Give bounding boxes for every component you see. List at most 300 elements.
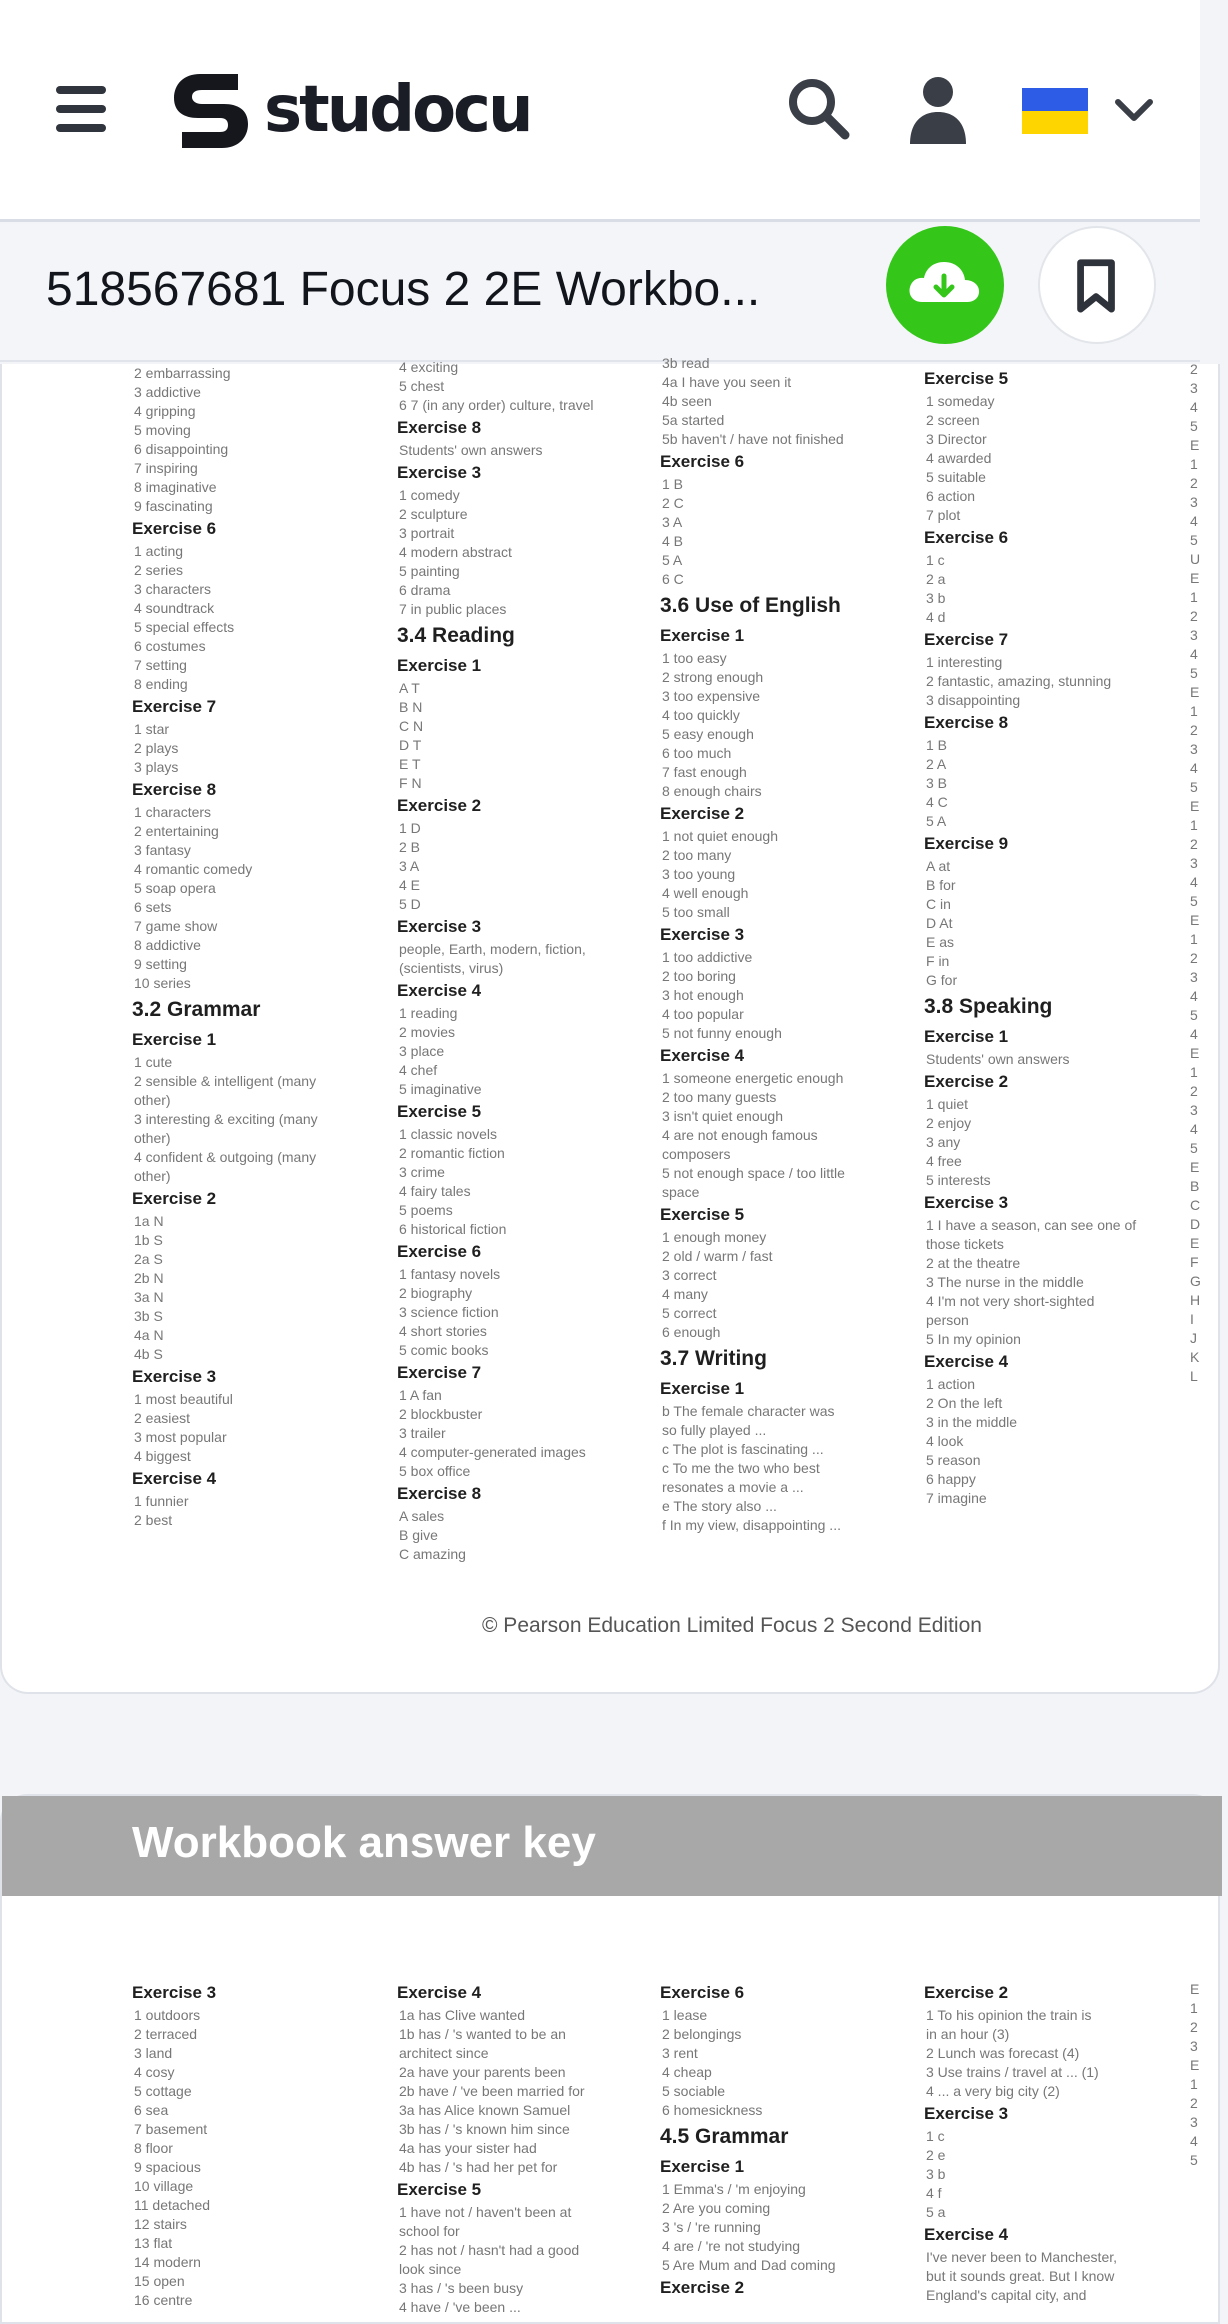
answer-line: 7 plot: [926, 507, 961, 523]
answer-line: 14 modern: [134, 2254, 201, 2270]
answer-line: 5 A: [926, 813, 947, 829]
answer-line: 5b haven't / have not finished: [662, 431, 844, 447]
exercise-heading: Exercise 5: [397, 1102, 482, 1121]
answer-line: 4b S: [134, 1346, 163, 1362]
exercise-heading: Exercise 1: [132, 1030, 217, 1049]
answer-line: B: [1190, 1178, 1200, 1194]
answer-line: 4 look: [926, 1433, 964, 1449]
answer-line: 4 biggest: [134, 1448, 191, 1464]
answer-line: 4 gripping: [134, 403, 196, 419]
answer-line: 2 B: [399, 839, 421, 855]
answer-line: 8 addictive: [134, 937, 201, 953]
answer-line: 1: [1190, 2076, 1198, 2092]
answer-line: 4 well enough: [662, 885, 749, 901]
answer-line: 3 The nurse in the middle: [926, 1274, 1084, 1290]
exercise-heading: Exercise 5: [397, 2180, 482, 2199]
exercise-heading: Exercise 1: [660, 2157, 745, 2176]
answer-line: 3 plays: [134, 759, 179, 775]
answer-line: 5: [1190, 665, 1198, 681]
answer-line: 6 happy: [926, 1471, 976, 1487]
answer-column-1: [132, 1980, 382, 2310]
answer-line: 1 B: [926, 737, 948, 753]
answer-line: 2 Are you coming: [662, 2200, 771, 2216]
answer-line: E as: [926, 934, 955, 950]
answer-line: 5 correct: [662, 1305, 717, 1321]
answer-line: 7 game show: [134, 918, 218, 934]
answer-line: 1 interesting: [926, 654, 1003, 670]
answer-line: 4 computer-generated images: [399, 1444, 586, 1460]
answer-line: c The plot is fascinating ...: [662, 1441, 824, 1457]
exercise-heading: Exercise 4: [924, 2225, 1009, 2244]
answer-line: 1 Emma's / 'm enjoying: [662, 2181, 806, 2197]
answer-line: 8 ending: [134, 676, 188, 692]
answer-line: U: [1190, 551, 1201, 567]
answer-line: 3 too young: [662, 866, 736, 882]
exercise-heading: Exercise 6: [397, 1242, 482, 1261]
answer-line: 7 basement: [134, 2121, 208, 2137]
exercise-heading: Exercise 2: [660, 2278, 745, 2297]
answer-line: people, Earth, modern, fiction,: [399, 941, 586, 957]
bookmark-button[interactable]: [1038, 226, 1156, 344]
answer-line: 5 a: [926, 2204, 946, 2220]
answer-line: 4b has / 's had her pet for: [399, 2159, 558, 2175]
answer-line: 5 reason: [926, 1452, 981, 1468]
answer-line: H: [1190, 1292, 1201, 1308]
answer-line: 1b S: [134, 1232, 163, 1248]
answer-line: 2: [1190, 2095, 1198, 2111]
answer-line: 5 imaginative: [399, 1081, 482, 1097]
answer-column-3: [660, 1980, 910, 2301]
logo-text: studocu: [264, 73, 531, 147]
answer-line: 3a N: [134, 1289, 164, 1305]
answer-line: 3 characters: [134, 581, 212, 597]
answer-line: 4 cosy: [134, 2064, 175, 2080]
section-heading: 3.2 Grammar: [132, 998, 261, 1021]
exercise-heading: Exercise 4: [660, 1046, 745, 1065]
answer-line: 5: [1190, 1007, 1198, 1023]
exercise-heading: Exercise 6: [924, 528, 1009, 547]
answer-line: 3 Use trains / travel at ... (1): [926, 2064, 1099, 2080]
answer-column-2: [397, 358, 647, 1564]
answer-line: 3: [1190, 855, 1198, 871]
answer-line: 3: [1190, 741, 1198, 757]
answer-line: 3b S: [134, 1308, 163, 1324]
answer-line: 4 modern abstract: [399, 544, 512, 560]
answer-line: 5 box office: [399, 1463, 471, 1479]
answer-line: 13 flat: [134, 2235, 173, 2251]
answer-line: 4: [1190, 513, 1198, 529]
exercise-heading: Exercise 6: [660, 1983, 745, 2002]
answer-line: 1 action: [926, 1376, 976, 1392]
answer-line: e The story also ...: [662, 1498, 777, 1514]
exercise-heading: Exercise 8: [397, 418, 482, 437]
answer-line: 1: [1190, 456, 1198, 472]
exercise-heading: Exercise 1: [660, 626, 745, 645]
answer-line: 4: [1190, 988, 1198, 1004]
answer-line: school for: [399, 2223, 460, 2239]
answer-line: 2: [1190, 836, 1198, 852]
answer-line: 2 romantic fiction: [399, 1145, 505, 1161]
answer-line: 2 A: [926, 756, 947, 772]
answer-line: 5 Are Mum and Dad coming: [662, 2257, 836, 2273]
answer-line: 3: [1190, 2114, 1198, 2130]
section-heading: 4.5 Grammar: [660, 2125, 789, 2148]
answer-line: 1 A fan: [399, 1387, 442, 1403]
answer-line: 4 romantic comedy: [134, 861, 253, 877]
answer-line: space: [662, 1184, 700, 1200]
answer-line: D T: [399, 737, 422, 753]
exercise-heading: Exercise 1: [660, 1379, 745, 1398]
exercise-heading: Exercise 9: [924, 834, 1009, 853]
answer-line: 3 A: [662, 514, 683, 530]
answer-line: 6 action: [926, 488, 976, 504]
answer-line: C: [1190, 1197, 1201, 1213]
answer-line: 3 's / 're running: [662, 2219, 761, 2235]
download-button[interactable]: [886, 226, 1004, 344]
document-title: 518567681 Focus 2 2E Workbo...: [46, 263, 761, 316]
answer-line: 1 characters: [134, 804, 212, 820]
section-heading: 3.7 Writing: [660, 1347, 767, 1370]
answer-line: 9 spacious: [134, 2159, 201, 2175]
answer-line: 4 short stories: [399, 1323, 487, 1339]
answer-line: 1 too addictive: [662, 949, 753, 965]
user-icon[interactable]: [902, 72, 974, 144]
answer-line: 5 comic books: [399, 1342, 489, 1358]
answer-line: 4 many: [662, 1286, 708, 1302]
exercise-heading: Exercise 3: [132, 1367, 217, 1386]
chevron-down-icon[interactable]: [1112, 90, 1156, 130]
exercise-heading: Exercise 7: [397, 1363, 482, 1382]
bookmark-icon: [1040, 228, 1154, 342]
answer-line: K: [1190, 1349, 1200, 1365]
answer-line: 7 inspiring: [134, 460, 198, 476]
answer-line: (scientists, virus): [399, 960, 504, 976]
flag-ukraine-icon[interactable]: [1022, 88, 1088, 134]
answer-line: 2 too many: [662, 847, 732, 863]
answer-line: 3 addictive: [134, 384, 201, 400]
answer-line: 4 fairy tales: [399, 1183, 471, 1199]
answer-line: E: [1190, 1981, 1200, 1997]
answer-line: 2 entertaining: [134, 823, 219, 839]
answer-line: 4 f: [926, 2185, 942, 2201]
exercise-heading: Exercise 4: [397, 981, 482, 1000]
answer-line: 2 C: [662, 495, 684, 511]
answer-line: 3 Director: [926, 431, 987, 447]
answer-line: England's capital city, and: [926, 2287, 1087, 2303]
answer-line: 1: [1190, 703, 1198, 719]
answer-line: 3 A: [399, 858, 420, 874]
exercise-heading: Exercise 2: [924, 1983, 1009, 2002]
answer-line: so fully played ...: [662, 1422, 767, 1438]
answer-line: composers: [662, 1146, 731, 1162]
answer-line: 2a have your parents been: [399, 2064, 566, 2080]
answer-line: 15 open: [134, 2273, 185, 2289]
answer-line: 2 too many guests: [662, 1089, 777, 1105]
answer-line: b The female character was: [662, 1403, 835, 1419]
answer-line: 1 reading: [399, 1005, 458, 1021]
answer-line: other): [134, 1130, 171, 1146]
answer-line: 5a started: [662, 412, 725, 428]
answer-line: 3a has Alice known Samuel: [399, 2102, 571, 2118]
answer-line: 3: [1190, 627, 1198, 643]
answer-line: 2 fantastic, amazing, stunning: [926, 673, 1112, 689]
answer-line: 2 Lunch was forecast (4): [926, 2045, 1080, 2061]
answer-line: E: [1190, 1045, 1200, 1061]
answer-line: 4 cheap: [662, 2064, 712, 2080]
answer-line: Students' own answers: [926, 1051, 1070, 1067]
answer-line: other): [134, 1092, 171, 1108]
answer-line: 5: [1190, 1140, 1198, 1156]
answer-line: J: [1190, 1330, 1197, 1346]
answer-line: E: [1190, 2057, 1200, 2073]
exercise-heading: Exercise 4: [132, 1469, 217, 1488]
answer-line: 5 interests: [926, 1172, 991, 1188]
answer-line: 3 crime: [399, 1164, 445, 1180]
answer-line: 2: [1190, 608, 1198, 624]
answer-line: 3 B: [926, 775, 948, 791]
answer-line: 2a S: [134, 1251, 163, 1267]
answer-line: in an hour (3): [926, 2026, 1010, 2042]
answer-line: 1 c: [926, 552, 945, 568]
answer-line: 5: [1190, 532, 1198, 548]
answer-line: E: [1190, 437, 1200, 453]
exercise-heading: Exercise 7: [924, 630, 1009, 649]
answer-line: 3 isn't quiet enough: [662, 1108, 783, 1124]
answer-line: 2b have / 've been married for: [399, 2083, 585, 2099]
answer-line: 3: [1190, 969, 1198, 985]
answer-line: 2b N: [134, 1270, 164, 1286]
answer-line: 5 In my opinion: [926, 1331, 1021, 1347]
answer-line: 3: [1190, 1102, 1198, 1118]
answer-line: 1 someone energetic enough: [662, 1070, 844, 1086]
exercise-heading: Exercise 3: [397, 917, 482, 936]
answer-line: 1 lease: [662, 2007, 708, 2023]
answer-line: 4a N: [134, 1327, 164, 1343]
answer-line: A sales: [399, 1508, 445, 1524]
answer-line: 2: [1190, 475, 1198, 491]
answer-line: 5 soap opera: [134, 880, 216, 896]
answer-line: 1 acting: [134, 543, 184, 559]
answer-line: 1 I have a season, can see one of: [926, 1217, 1137, 1233]
answer-line: 4 soundtrack: [134, 600, 215, 616]
answer-line: 4 B: [662, 533, 684, 549]
answer-line: 2 a: [926, 571, 946, 587]
answer-line: 3 portrait: [399, 525, 455, 541]
answer-line: 2 blockbuster: [399, 1406, 483, 1422]
answer-line: 9 fascinating: [134, 498, 213, 514]
answer-line: 11 detached: [134, 2197, 211, 2213]
cloud-download-icon: [886, 226, 1004, 344]
answer-line: 3 interesting & exciting (many: [134, 1111, 318, 1127]
answer-line: look since: [399, 2261, 462, 2277]
answer-line: 6 costumes: [134, 638, 206, 654]
answer-line: 2 has not / hasn't had a good: [399, 2242, 580, 2258]
answer-line: 1 have not / haven't been at: [399, 2204, 572, 2220]
exercise-heading: Exercise 3: [924, 1193, 1009, 1212]
answer-line: A at: [926, 858, 951, 874]
answer-line: 1 quiet: [926, 1096, 969, 1112]
answer-line: 1a has Clive wanted: [399, 2007, 526, 2023]
answer-line: 4 have / 've been ...: [399, 2299, 521, 2315]
answer-line: 1 funnier: [134, 1493, 189, 1509]
studocu-logo[interactable]: [160, 60, 531, 160]
answer-line: 1: [1190, 931, 1198, 947]
answer-line: 1: [1190, 1064, 1198, 1080]
answer-line: 4 confident & outgoing (many: [134, 1149, 317, 1165]
menu-icon[interactable]: [52, 84, 110, 134]
answer-line: 6 historical fiction: [399, 1221, 507, 1237]
answer-line: G: [1190, 1273, 1201, 1289]
answer-line: 3 has / 's been busy: [399, 2280, 524, 2296]
exercise-heading: Exercise 1: [924, 1027, 1009, 1046]
answer-line: 3 too expensive: [662, 688, 761, 704]
exercise-heading: Exercise 3: [660, 925, 745, 944]
answer-line: 4a I have you seen it: [662, 374, 792, 390]
answer-line: I: [1190, 1311, 1194, 1327]
answer-line: 6 sea: [134, 2102, 169, 2118]
answer-column-5: [1188, 360, 1228, 1386]
answer-line: E: [1190, 684, 1200, 700]
answer-line: 2 belongings: [662, 2026, 742, 2042]
answer-line: 5 cottage: [134, 2083, 192, 2099]
answer-line: 12 stairs: [134, 2216, 187, 2232]
answer-line: 3 disappointing: [926, 692, 1021, 708]
answer-line: 4b seen: [662, 393, 712, 409]
answer-line: 3 place: [399, 1043, 445, 1059]
answer-line: 2 easiest: [134, 1410, 191, 1426]
answer-line: 5 poems: [399, 1202, 453, 1218]
answer-line: 2 best: [134, 1512, 173, 1528]
answer-line: I've never been to Manchester,: [926, 2249, 1118, 2265]
answer-line: D: [1190, 1216, 1201, 1232]
answer-line: 2: [1190, 2019, 1198, 2035]
answer-line: L: [1190, 1368, 1198, 1384]
exercise-heading: Exercise 4: [924, 1352, 1009, 1371]
answer-line: A T: [399, 680, 420, 696]
banner-title: Workbook answer key: [132, 1818, 596, 1867]
answer-line: 1 fantasy novels: [399, 1266, 501, 1282]
answer-line: 4 are not enough famous: [662, 1127, 818, 1143]
exercise-heading: Exercise 1: [397, 656, 482, 675]
answer-column-1: [132, 364, 382, 1530]
document-page-1: [0, 355, 1220, 1694]
exercise-heading: Exercise 8: [397, 1484, 482, 1503]
document-title-bar: [0, 224, 1200, 362]
document-page-2: [0, 1794, 1220, 2324]
answer-line: 2: [1190, 361, 1198, 377]
answer-line: 5 suitable: [926, 469, 986, 485]
answer-line: 4 too popular: [662, 1006, 744, 1022]
answer-line: 5 not enough space / too little: [662, 1165, 845, 1181]
answer-line: 4: [1190, 874, 1198, 890]
exercise-heading: Exercise 5: [660, 1205, 745, 1224]
answer-line: person: [926, 1312, 969, 1328]
answer-line: 8 imaginative: [134, 479, 217, 495]
answer-line: 3 hot enough: [662, 987, 744, 1003]
answer-line: resonates a movie a ...: [662, 1479, 804, 1495]
answer-line: 1: [1190, 817, 1198, 833]
answer-line: 2 movies: [399, 1024, 456, 1040]
answer-line: 1b has / 's wanted to be an: [399, 2026, 566, 2042]
answer-line: 5: [1190, 418, 1198, 434]
answer-line: E: [1190, 1159, 1200, 1175]
answer-line: 1 cute: [134, 1054, 173, 1070]
exercise-heading: Exercise 2: [397, 796, 482, 815]
answer-line: 3 fantasy: [134, 842, 191, 858]
answer-line: 5 too small: [662, 904, 730, 920]
answer-line: 2: [1190, 950, 1198, 966]
exercise-heading: Exercise 2: [924, 1072, 1009, 1091]
exercise-heading: Exercise 4: [397, 1983, 482, 2002]
answer-line: 2 at the theatre: [926, 1255, 1021, 1271]
answer-line: 5 not funny enough: [662, 1025, 782, 1041]
answer-line: C N: [399, 718, 424, 734]
search-icon[interactable]: [782, 72, 854, 144]
answer-line: 3: [1190, 2038, 1198, 2054]
answer-line: 10 village: [134, 2178, 194, 2194]
answer-line: 2 biography: [399, 1285, 473, 1301]
exercise-heading: Exercise 7: [132, 697, 217, 716]
answer-line: 3 trailer: [399, 1425, 446, 1441]
answer-line: 2: [1190, 1083, 1198, 1099]
answer-line: 4: [1190, 1026, 1198, 1042]
answer-line: 4 E: [399, 877, 421, 893]
answer-line: 1: [1190, 2000, 1198, 2016]
answer-line: 4a has your sister had: [399, 2140, 537, 2156]
answer-line: F N: [399, 775, 422, 791]
answer-line: but it sounds great. But I know: [926, 2268, 1115, 2284]
answer-line: 4: [1190, 2133, 1198, 2149]
exercise-heading: Exercise 2: [660, 804, 745, 823]
answer-line: 3 b: [926, 2166, 946, 2182]
answer-line: 2: [1190, 722, 1198, 738]
answer-line: 2 On the left: [926, 1395, 1003, 1411]
answer-line: f In my view, disappointing ...: [662, 1517, 841, 1533]
answer-column-2: [397, 1980, 647, 2317]
answer-line: B N: [399, 699, 423, 715]
answer-line: G for: [926, 972, 958, 988]
answer-line: 1 classic novels: [399, 1126, 498, 1142]
answer-line: 7 setting: [134, 657, 187, 673]
answer-line: 6 homesickness: [662, 2102, 763, 2118]
answer-line: 4 free: [926, 1153, 962, 1169]
answer-line: 3 most popular: [134, 1429, 227, 1445]
answer-line: 8 enough chairs: [662, 783, 762, 799]
answer-line: 4 awarded: [926, 450, 992, 466]
exercise-heading: Exercise 2: [132, 1189, 217, 1208]
answer-line: E: [1190, 912, 1200, 928]
section-heading: 3.4 Reading: [397, 624, 515, 647]
answer-line: 4: [1190, 1121, 1198, 1137]
answer-line: 5: [1190, 2152, 1198, 2168]
answer-column-4: [924, 366, 1174, 1508]
answer-line: 3 land: [134, 2045, 173, 2061]
answer-line: E T: [399, 756, 421, 772]
answer-line: 1: [1190, 589, 1198, 605]
answer-line: 2 embarrassing: [134, 365, 231, 381]
answer-line: 4 exciting: [399, 359, 459, 375]
exercise-heading: Exercise 6: [132, 519, 217, 538]
answer-line: 3 rent: [662, 2045, 698, 2061]
answer-line: 1 comedy: [399, 487, 460, 503]
answer-line: 2 enjoy: [926, 1115, 972, 1131]
answer-line: 5 D: [399, 896, 421, 912]
answer-line: 3 science fiction: [399, 1304, 499, 1320]
answer-line: 3: [1190, 380, 1198, 396]
top-navigation-bar: [0, 0, 1200, 222]
answer-line: C amazing: [399, 1546, 466, 1562]
page-footer: © Pearson Education Limited Focus 2 Second Edition: [482, 1614, 982, 1637]
